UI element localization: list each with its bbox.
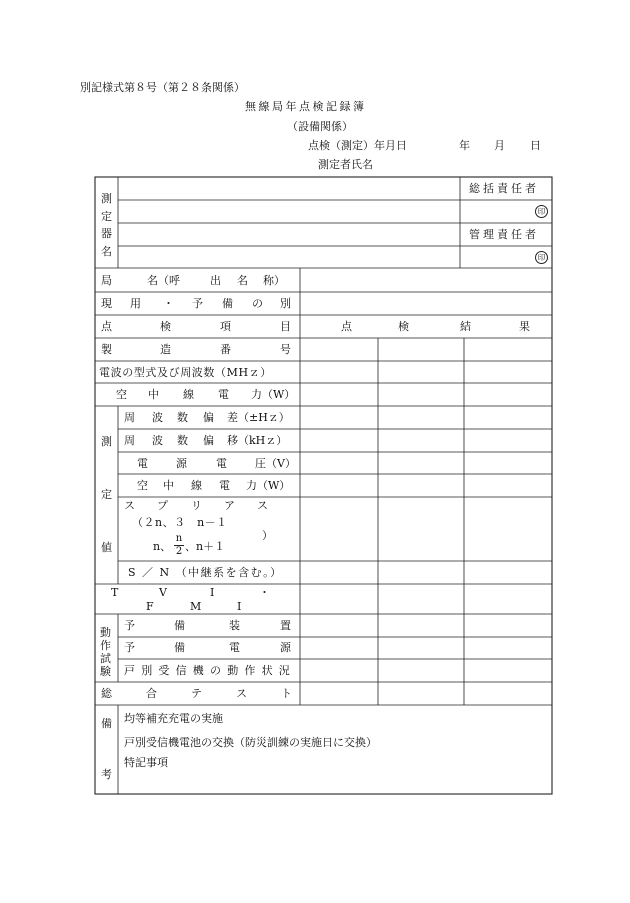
remark-battery-replacement: 戸別受信機電池の交換（防災訓練の実施日に交換） — [124, 736, 377, 749]
form-title: 無線局年点検記録簿 — [245, 100, 367, 113]
manager-label: 管理責任者 — [469, 228, 539, 241]
fraction-numerator: n — [175, 533, 183, 544]
date-month: 月 — [494, 139, 505, 152]
spurious-expression-n: n、 — [153, 540, 172, 553]
remark-equalizing-charge: 均等補充充電の実施 — [124, 712, 223, 725]
general-manager-label: 総括責任者 — [469, 182, 539, 195]
spurious-expression-line1: （２n、３ n－１ — [132, 516, 228, 529]
spurious-expression-close: ） — [262, 529, 273, 542]
seal-icon: 印 — [535, 251, 548, 264]
inspection-date-label: 点検（測定）年月日 — [308, 139, 407, 152]
emission-type-label: 電波の型式及び周波数（MHｚ） — [99, 366, 272, 379]
form-number: 別記様式第８号（第２８条関係） — [80, 81, 245, 94]
receiver-status-label: 戸別受信機の動作状況 — [124, 664, 296, 677]
fraction-denominator: 2 — [175, 546, 183, 557]
remark-special-notes: 特記事項 — [124, 756, 168, 769]
form-subtitle: （設備関係） — [287, 120, 353, 133]
spurious-expression-line2: 、n＋１ — [185, 540, 226, 553]
signal-noise-label: S ／ N （中継系を含む。） — [128, 566, 283, 579]
seal-icon: 印 — [535, 205, 548, 218]
date-year: 年 — [459, 139, 470, 152]
inspector-name-label: 測定者氏名 — [318, 158, 373, 171]
date-day: 日 — [530, 139, 541, 152]
